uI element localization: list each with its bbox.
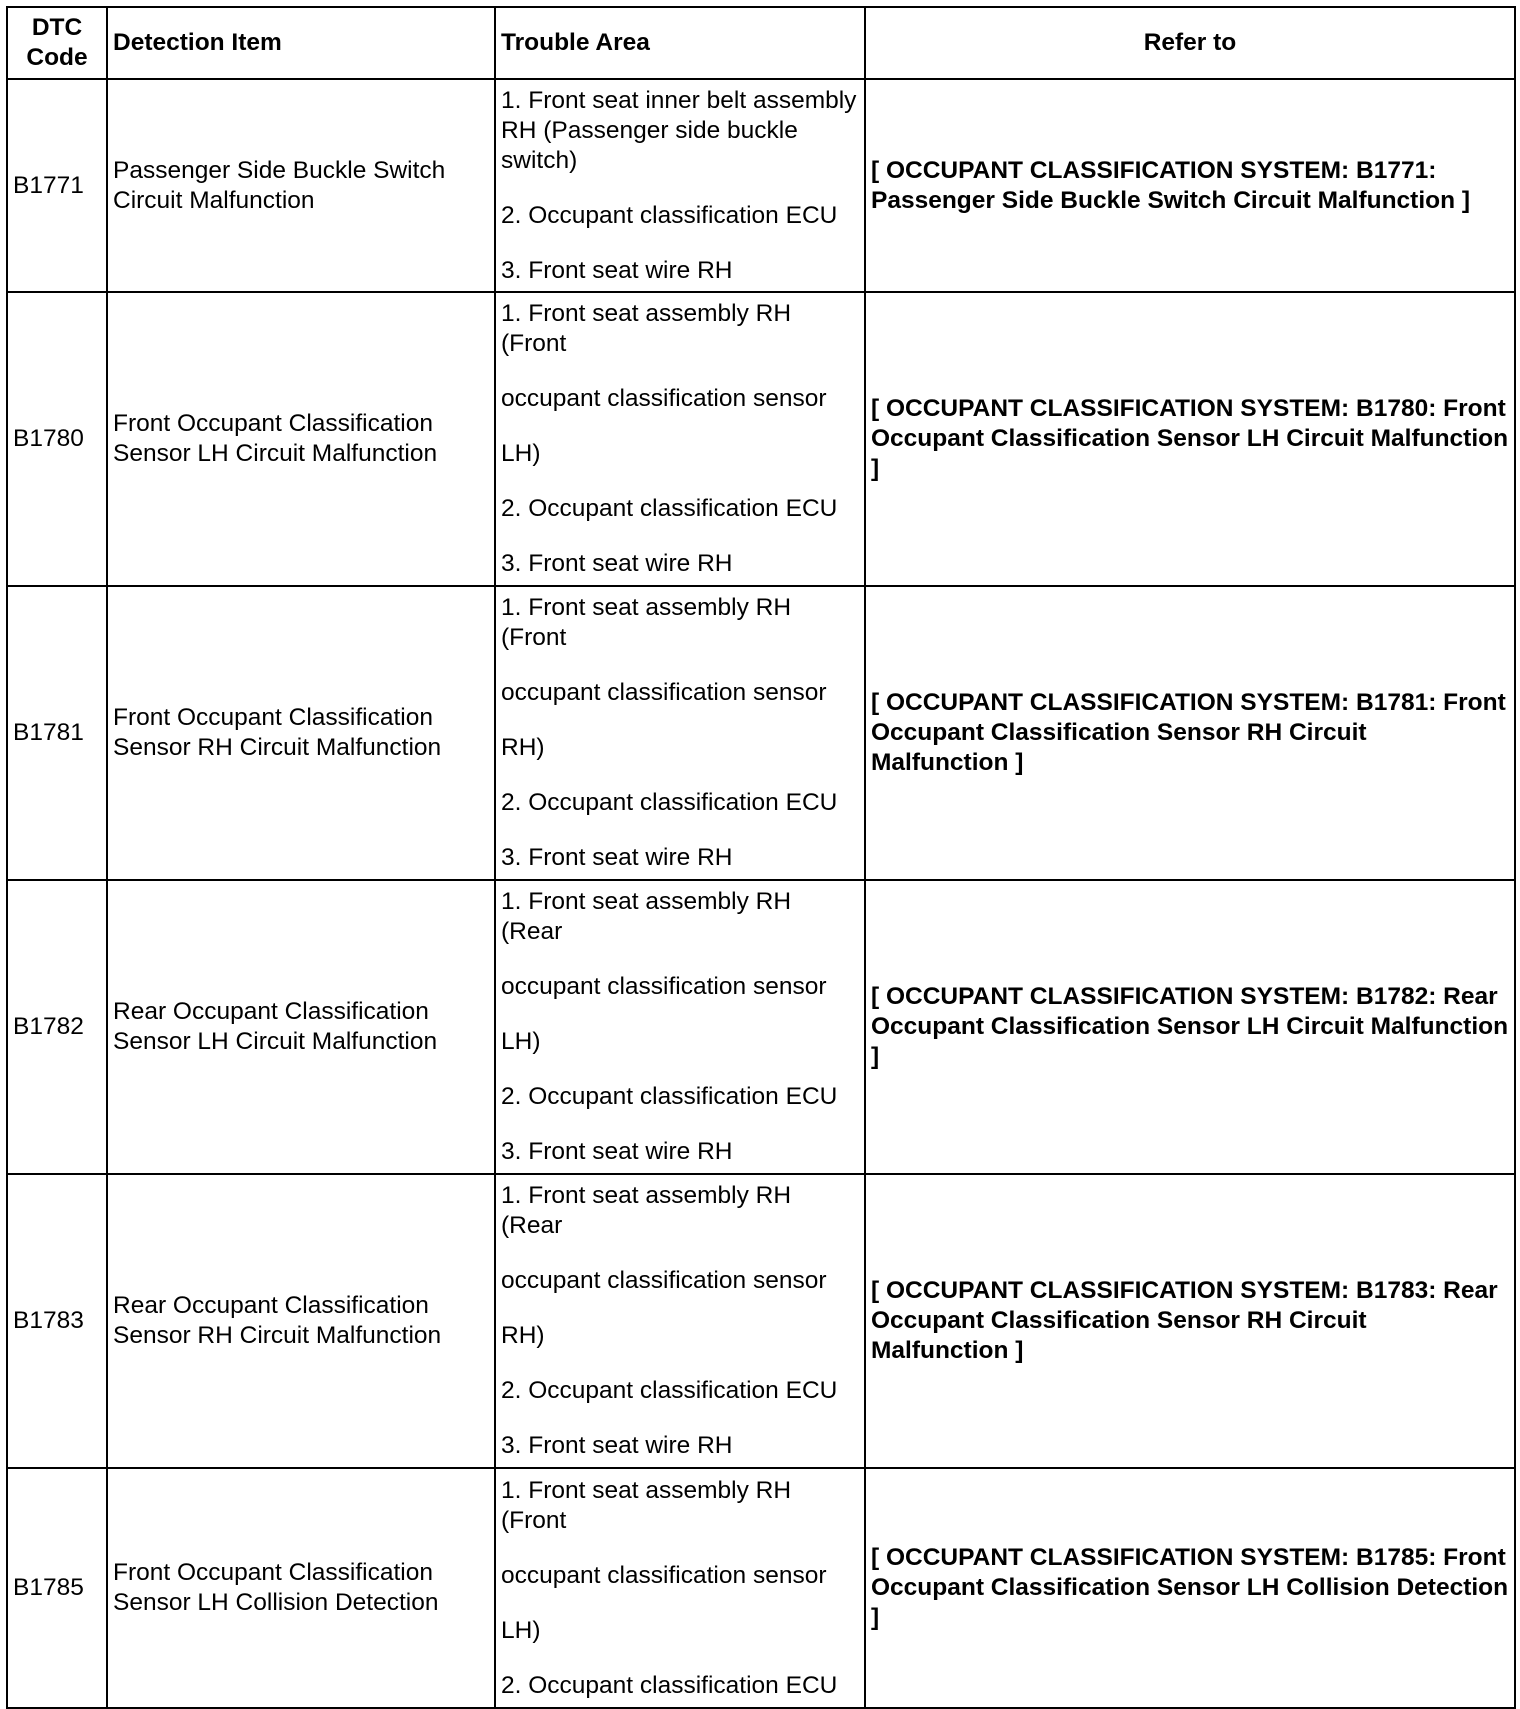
dtc-code: B1782 — [7, 880, 107, 1174]
refer-to-link[interactable]: [ OCCUPANT CLASSIFICATION SYSTEM: B1780: Front Occupant Classification Sensor LH Circuit Malfunction ] — [865, 292, 1515, 586]
trouble-area-line: 3. Front seat wire RH — [501, 844, 733, 871]
trouble-area — [495, 79, 865, 292]
trouble-area-line: LH) — [501, 1616, 541, 1644]
trouble-area-line: 1. Front seat assembly RH (Front — [501, 300, 792, 357]
trouble-area-line: LH) — [501, 440, 541, 467]
trouble-area-line: 1. Front seat assembly RH (Rear — [501, 1182, 792, 1239]
trouble-area — [495, 1174, 865, 1468]
trouble-area-line: occupant classification sensor — [501, 973, 827, 1000]
dtc-code: B1783 — [7, 1174, 107, 1468]
trouble-area-line: 1. Front seat assembly RH (Rear — [501, 888, 792, 945]
detection-item: Rear Occupant Classification Sensor LH Circuit Malfunction — [107, 880, 495, 1174]
trouble-area-line: LH) — [501, 1028, 541, 1055]
header-dtc-code-line2: Code — [26, 44, 88, 71]
refer-to-link[interactable]: [ OCCUPANT CLASSIFICATION SYSTEM: B1781: Front Occupant Classification Sensor RH Circuit Malfunction ] — [865, 586, 1515, 880]
table-row — [7, 586, 1515, 880]
detection-item: Front Occupant Classification Sensor RH Circuit Malfunction — [107, 586, 495, 880]
refer-to-link[interactable]: [ OCCUPANT CLASSIFICATION SYSTEM: B1782: Rear Occupant Classification Sensor LH Circuit Malfunction ] — [865, 880, 1515, 1174]
trouble-area-line: 2. Occupant classification ECU — [501, 1083, 838, 1110]
dtc-code: B1781 — [7, 586, 107, 880]
dtc-code: B1771 — [7, 79, 107, 292]
trouble-area-line: 2. Occupant classification ECU — [501, 495, 838, 522]
detection-item: Front Occupant Classification Sensor LH Collision Detection — [107, 1468, 495, 1708]
header-detection-item: Detection Item — [107, 7, 495, 79]
trouble-area — [495, 1468, 865, 1708]
detection-item: Front Occupant Classification Sensor LH Circuit Malfunction — [107, 292, 495, 586]
trouble-area — [495, 880, 865, 1174]
trouble-area-line: 2. Occupant classification ECU — [501, 789, 838, 816]
trouble-area-line: occupant classification sensor — [501, 1267, 827, 1294]
trouble-area-line: 2. Occupant classification ECU — [501, 201, 838, 229]
trouble-area-line: 1. Front seat inner belt assembly RH (Passenger side buckle switch) — [501, 86, 857, 174]
detection-item: Passenger Side Buckle Switch Circuit Malfunction — [107, 79, 495, 292]
trouble-area-line: 3. Front seat wire RH — [501, 550, 733, 577]
table-row — [7, 79, 1515, 292]
header-trouble-area: Trouble Area — [495, 7, 865, 79]
trouble-area-line: occupant classification sensor — [501, 679, 827, 706]
header-dtc-code-line1: DTC — [31, 14, 83, 41]
trouble-area-line: RH) — [501, 734, 545, 761]
trouble-area-line: RH) — [501, 1322, 545, 1349]
trouble-area — [495, 586, 865, 880]
detection-item: Rear Occupant Classification Sensor RH Circuit Malfunction — [107, 1174, 495, 1468]
header-refer-to: Refer to — [865, 7, 1515, 79]
table-header-row — [7, 7, 1515, 79]
trouble-area-line: occupant classification sensor — [501, 1561, 827, 1589]
trouble-area-line: 1. Front seat assembly RH (Front — [501, 1476, 792, 1534]
refer-to-link[interactable]: [ OCCUPANT CLASSIFICATION SYSTEM: B1771: Passenger Side Buckle Switch Circuit Malfunction ] — [865, 79, 1515, 292]
trouble-area-line: 1. Front seat assembly RH (Front — [501, 594, 792, 651]
dtc-code: B1780 — [7, 292, 107, 586]
trouble-area-line: 2. Occupant classification ECU — [501, 1671, 838, 1699]
refer-to-link[interactable]: [ OCCUPANT CLASSIFICATION SYSTEM: B1783: Rear Occupant Classification Sensor RH Circuit Malfunction ] — [865, 1174, 1515, 1468]
trouble-area-line: 3. Front seat wire RH — [501, 1138, 733, 1165]
dtc-table — [6, 6, 1516, 1709]
trouble-area-line: 3. Front seat wire RH — [501, 1432, 733, 1459]
trouble-area-line: occupant classification sensor — [501, 385, 827, 412]
dtc-code: B1785 — [7, 1468, 107, 1708]
refer-to-link[interactable]: [ OCCUPANT CLASSIFICATION SYSTEM: B1785: Front Occupant Classification Sensor LH Collision Detection ] — [865, 1468, 1515, 1708]
table-row — [7, 880, 1515, 1174]
trouble-area — [495, 292, 865, 586]
table-row — [7, 292, 1515, 586]
trouble-area-line: 2. Occupant classification ECU — [501, 1377, 838, 1404]
table-row — [7, 1174, 1515, 1468]
table-row — [7, 1468, 1515, 1708]
header-dtc-code — [7, 7, 107, 79]
trouble-area-line: 3. Front seat wire RH — [501, 256, 733, 284]
